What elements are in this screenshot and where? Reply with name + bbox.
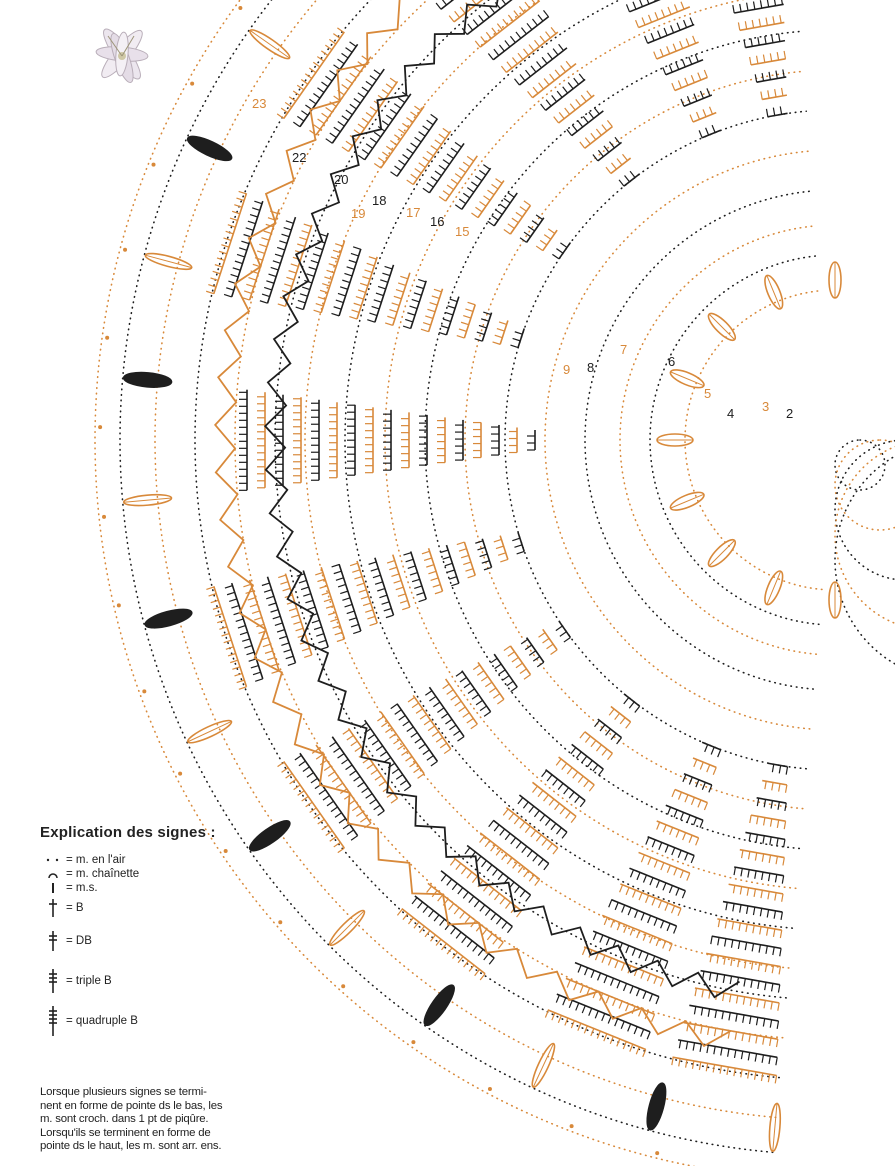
- note-line: pointe ds le haut, les m. sont arr. ens.: [40, 1140, 222, 1153]
- round-label-5: 5: [704, 386, 712, 401]
- note-line: m. sont croch. dans 1 pt de piqûre.: [40, 1113, 209, 1126]
- round-label-15: 15: [455, 224, 470, 239]
- legend-row-slip: [40, 867, 290, 881]
- round-label-2: 2: [786, 406, 794, 421]
- round-label-6: 6: [668, 354, 676, 369]
- legend-label: = DB: [66, 935, 92, 947]
- legend-label: = triple B: [66, 975, 112, 987]
- single-crochet-icon: [40, 882, 66, 894]
- legend-label: = m. chaînette: [66, 868, 140, 880]
- legend-row-db: [40, 921, 290, 961]
- round-label-8: 8: [587, 360, 595, 375]
- round-number-labels: [252, 96, 793, 421]
- legend-row-quadruple: [40, 1001, 290, 1041]
- chain-stitch-icon: [40, 857, 66, 863]
- round-label-17: 17: [406, 205, 421, 220]
- note-line: nent en forme de pointe ds le bas, les: [40, 1099, 223, 1112]
- round-label-7: 7: [620, 342, 628, 357]
- round-label-4: 4: [727, 406, 735, 421]
- triple-treble-icon: [40, 968, 66, 994]
- round-label-22: 22: [292, 150, 307, 165]
- round-label-3: 3: [762, 399, 770, 414]
- quadruple-treble-icon: [40, 1005, 66, 1037]
- round-label-16: 16: [430, 214, 445, 229]
- round-label-23: 23: [252, 96, 267, 111]
- note-line: Lorsque plusieurs signes se termi-: [40, 1086, 207, 1098]
- legend-row-b: [40, 895, 290, 921]
- treble-crochet-icon: [40, 930, 66, 952]
- legend: [40, 824, 290, 1041]
- round-label-20: 20: [334, 172, 349, 187]
- legend-label: = B: [66, 902, 84, 914]
- slip-stitch-icon: [40, 869, 66, 879]
- note-line: Lorsqu'ils se terminent en forme de: [40, 1126, 211, 1139]
- double-crochet-icon: [40, 898, 66, 918]
- legend-label: = m.s.: [66, 882, 98, 894]
- legend-row-chain: [40, 853, 290, 867]
- round-label-18: 18: [372, 193, 387, 208]
- legend-row-triple: [40, 961, 290, 1001]
- legend-row-ms: [40, 881, 290, 895]
- legend-label: = m. en l'air: [66, 854, 126, 866]
- legend-label: = quadruple B: [66, 1015, 138, 1027]
- legend-title: Explication des signes :: [40, 824, 216, 841]
- lily-flower-image: [70, 6, 170, 102]
- round-label-19: 19: [351, 206, 366, 221]
- stitch-note: [40, 1086, 280, 1154]
- round-label-9: 9: [563, 362, 571, 377]
